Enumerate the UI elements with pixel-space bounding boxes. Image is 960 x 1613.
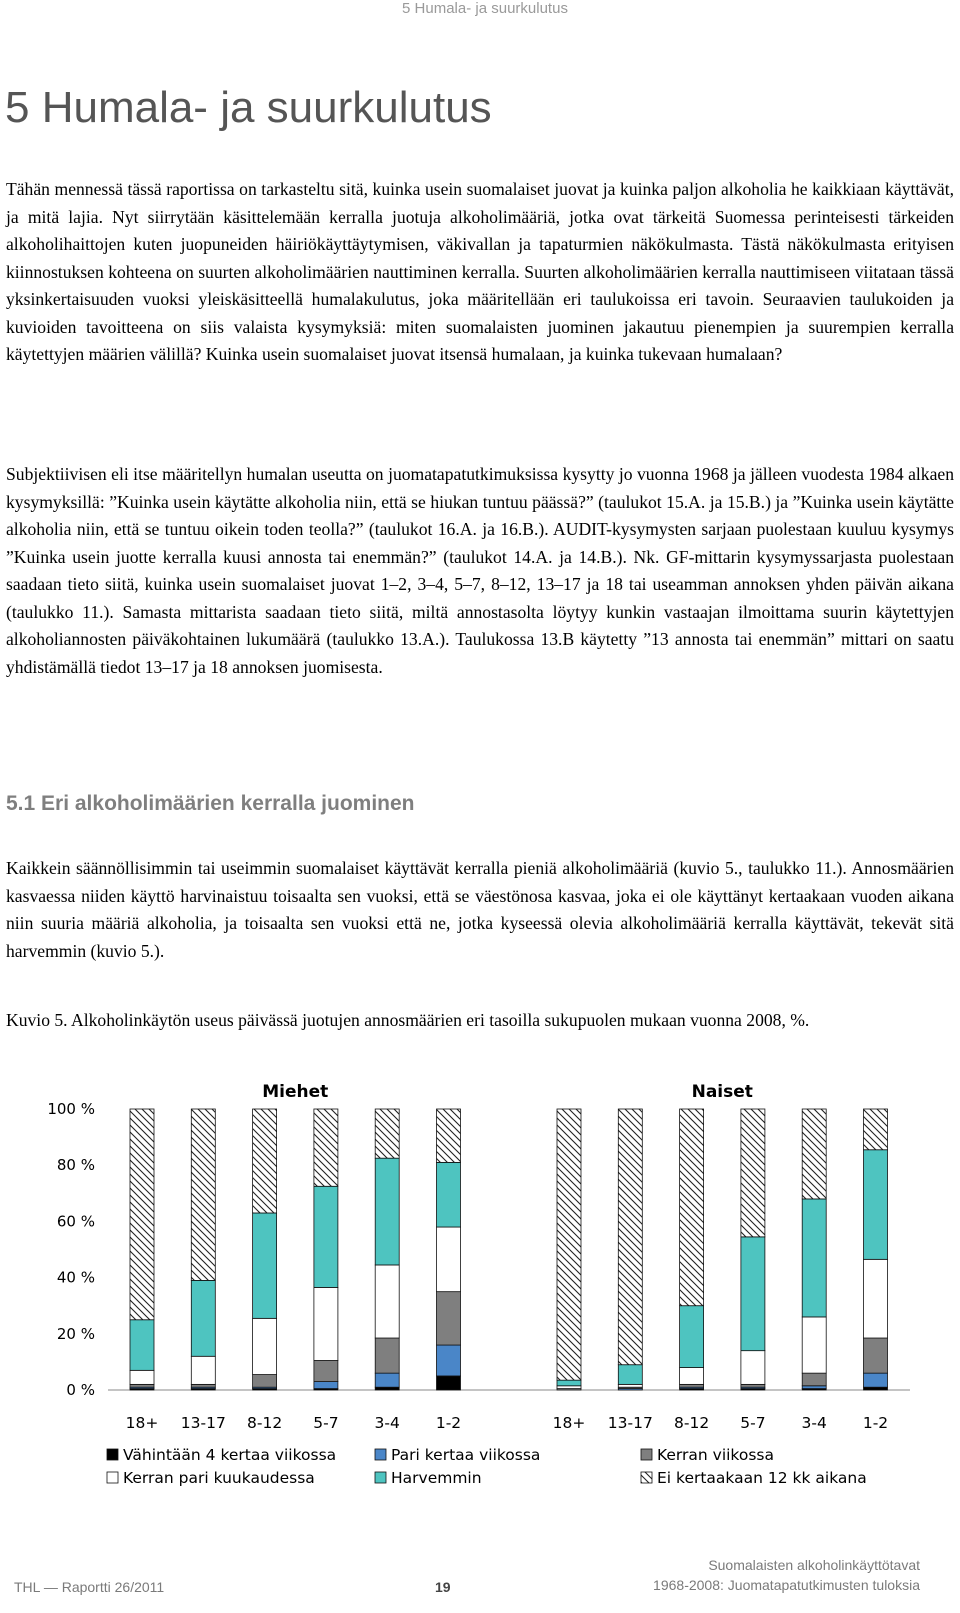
bar-segment — [680, 1306, 704, 1368]
running-header: 5 Humala- ja suurkulutus — [402, 0, 568, 17]
bar-segment — [802, 1199, 826, 1317]
bar-segment — [557, 1109, 581, 1380]
bar-segment — [741, 1384, 765, 1387]
bar-segment — [253, 1213, 277, 1318]
bar-segment — [191, 1384, 215, 1387]
bar-segment — [191, 1109, 215, 1280]
group-title: Naiset — [691, 1082, 753, 1102]
bar-segment — [130, 1109, 154, 1320]
bar-segment — [437, 1345, 461, 1376]
bar-segment — [680, 1384, 704, 1387]
bar-segment — [864, 1150, 888, 1260]
y-tick-label: 100 % — [47, 1100, 95, 1118]
bar-segment — [314, 1382, 338, 1389]
bar-segment — [314, 1287, 338, 1360]
legend-label: Ei kertaakaan 12 kk aikana — [657, 1469, 867, 1487]
bar-segment — [253, 1318, 277, 1374]
bar-segment — [680, 1368, 704, 1385]
x-tick-label: 18+ — [552, 1414, 586, 1432]
bar-segment — [314, 1109, 338, 1186]
bar-segment — [437, 1109, 461, 1162]
legend-label: Kerran viikossa — [657, 1446, 774, 1464]
bar-segment — [618, 1365, 642, 1385]
stacked-bar-chart — [0, 1065, 960, 1515]
bar-segment — [741, 1237, 765, 1351]
bar-segment — [375, 1158, 399, 1265]
x-tick-label: 8-12 — [247, 1414, 283, 1432]
legend-swatch — [107, 1472, 118, 1483]
legend-swatch — [107, 1449, 118, 1460]
legend-label: Harvemmin — [391, 1469, 482, 1487]
bar-segment — [375, 1265, 399, 1338]
bar-segment — [253, 1109, 277, 1213]
footer-publication-line1: Suomalaisten alkoholinkäyttötavat — [708, 1557, 920, 1573]
legend-swatch — [375, 1472, 386, 1483]
x-tick-label: 3-4 — [801, 1414, 827, 1432]
y-tick-label: 80 % — [56, 1156, 95, 1175]
section-title: 5.1 Eri alkoholimäärien kerralla juominen — [6, 792, 415, 815]
bar-segment — [253, 1375, 277, 1388]
bar-segment — [437, 1162, 461, 1227]
legend-swatch — [641, 1449, 652, 1460]
footer-report-id: THL — Raportti 26/2011 — [14, 1579, 165, 1595]
x-tick-label: 1-2 — [862, 1414, 889, 1432]
bar-segment — [680, 1109, 704, 1306]
x-tick-label: 5-7 — [313, 1414, 339, 1432]
bar-segment — [437, 1227, 461, 1292]
figure-5-chart — [0, 1065, 960, 1515]
bar-segment — [741, 1351, 765, 1385]
bar-segment — [557, 1386, 581, 1389]
bar-segment — [375, 1373, 399, 1387]
x-tick-label: 18+ — [125, 1414, 159, 1432]
y-tick-label: 60 % — [56, 1212, 95, 1231]
legend-label: Vähintään 4 kertaa viikossa — [123, 1446, 337, 1464]
bar-segment — [557, 1380, 581, 1386]
bar-segment — [130, 1384, 154, 1387]
legend-label: Pari kertaa viikossa — [391, 1446, 541, 1464]
bar-segment — [802, 1386, 826, 1389]
x-tick-label: 13-17 — [607, 1414, 653, 1432]
bar-segment — [864, 1259, 888, 1338]
y-tick-label: 0 % — [66, 1381, 95, 1399]
bar-segment — [437, 1292, 461, 1345]
bar-segment — [130, 1320, 154, 1371]
bar-segment — [618, 1109, 642, 1365]
bar-segment — [802, 1317, 826, 1373]
bar-segment — [864, 1109, 888, 1150]
x-tick-label: 1-2 — [435, 1414, 462, 1432]
paragraph-subjective-intoxication: Subjektiivisen eli itse määritellyn humalan useutta on juomatapatutkimuksissa kysytty jo vuonna 1968 ja jälleen vuodesta 1984 alkaen kysymyksillä: ”Kuinka usein käytätte alkoholia niin, että se hiukan tuntuu päässä?” (taulukot 15.A. ja 15.B.) ja ”Kuinka usein käytätte alkoholia niin, että se tuntuu oikein toden teolla?” (taulukot 16.A. ja 16.B.). AUDIT-kysymysten sarjaan puolestaan kuuluu kysymys ”Kuinka usein juotte kerralla kuusi annosta tai enemmän?” (taulukot 14.A. ja 14.B.). Nk. GF-mittarin kysymyssarjasta puolestaan saadaan tieto siitä, kuinka usein suomalaiset juovat 1–2, 3–4, 5–7, 8–12, 13–17 ja 18 tai useamman annoksen yhden päivän aikana (taulukko 11.). Samasta mittarista saadaan tieto siitä, miltä annostasolta löytyy kunkin vastaajan ilmoittama suurin käytettyjen alkoholiannosten päiväkohtainen lukumäärä (taulukko 13.A.). Taulukossa 13.B käytetty ”13 annosta tai enemmän” mittari on saatu yhdistämällä tiedot 13–17 ja 18 annoksen juomisesta. — [6, 464, 954, 677]
paragraph-small-amounts: Kaikkein säännöllisimmin tai useimmin suomalaiset käyttävät kerralla pieniä alkoholimääriä (kuvio 5., taulukko 11.). Annosmäärien kasvaessa niiden käyttö harvinaistuu toisaalta sen vuoksi, että se väestönosa kasvaa, joka ei ole käyttänyt kertaakaan vuoden aikana niin suuria määriä alkoholia, ja toisaalta sen vuoksi että ne, jotka kyseessä olevia alkoholimääriä kerralla käyttävät, tekevät sitä harvemmin (kuvio 5.). — [6, 858, 954, 961]
bar-segment — [130, 1370, 154, 1384]
y-tick-label: 40 % — [56, 1268, 95, 1287]
footer-publication-line2: 1968-2008: Juomatapatutkimusten tuloksia — [653, 1577, 920, 1593]
x-tick-label: 13-17 — [180, 1414, 226, 1432]
y-tick-label: 20 % — [56, 1324, 95, 1343]
bar-segment — [437, 1376, 461, 1390]
figure-caption: Kuvio 5. Alkoholinkäytön useus päivässä juotujen annosmäärien eri tasoilla sukupuolen mukaan vuonna 2008, %. — [6, 1010, 810, 1030]
page-title: 5 Humala- ja suurkulutus — [5, 83, 492, 132]
legend-swatch — [375, 1449, 386, 1460]
bar-segment — [864, 1387, 888, 1390]
bar-segment — [802, 1373, 826, 1386]
bar-segment — [802, 1109, 826, 1199]
bar-segment — [618, 1384, 642, 1387]
bar-segment — [314, 1360, 338, 1381]
bar-segment — [191, 1280, 215, 1356]
bar-segment — [314, 1186, 338, 1287]
bar-segment — [864, 1373, 888, 1387]
footer-publication — [653, 1555, 920, 1595]
x-tick-label: 3-4 — [374, 1414, 400, 1432]
group-title: Miehet — [262, 1082, 329, 1102]
legend-swatch — [641, 1472, 652, 1483]
paragraph-intro: Tähän mennessä tässä raportissa on tarkasteltu sitä, kuinka usein suomalaiset juovat ja kuinka paljon alkoholia he kaikkiaan käyttävät, ja mitä lajia. Nyt siirrytään käsittelemään kerralla juotuja alkoholimääriä, jotka ovat tärkeitä Suomessa perinteisesti tärkeiden alkoholihaittojen kuten juopuneiden häiriökäyttäytymisen, väkivallan ja tapaturmien näkökulmasta. Tästä näkökulmasta erityisen kiinnostuksen kohteena on suurten alkoholimäärien nauttiminen kerralla. Suurten alkoholimäärien kerralla nauttimiseen viitataan tässä yksinkertaisuuden vuoksi yleiskäsitteellä humalakulutus, joka määritellään eri taulukoissa eri tavoin. Seuraavien taulukoiden ja kuvioiden tavoitteena on siis valaista kysymyksiä: miten suomalaisten juominen jakautuu pienempien ja suurempien kerralla käytettyjen määrien välillä? Kuinka usein suomalaiset juovat itsensä humalaan, ja kuinka tukevaan humalaan? — [6, 179, 954, 364]
bar-segment — [864, 1338, 888, 1373]
page-number: 19 — [435, 1579, 451, 1595]
bar-segment — [741, 1109, 765, 1237]
bar-segment — [375, 1109, 399, 1158]
legend-label: Kerran pari kuukaudessa — [123, 1469, 315, 1487]
bar-segment — [191, 1356, 215, 1384]
bar-segment — [375, 1387, 399, 1390]
x-tick-label: 8-12 — [674, 1414, 710, 1432]
x-tick-label: 5-7 — [740, 1414, 766, 1432]
bar-segment — [375, 1338, 399, 1373]
